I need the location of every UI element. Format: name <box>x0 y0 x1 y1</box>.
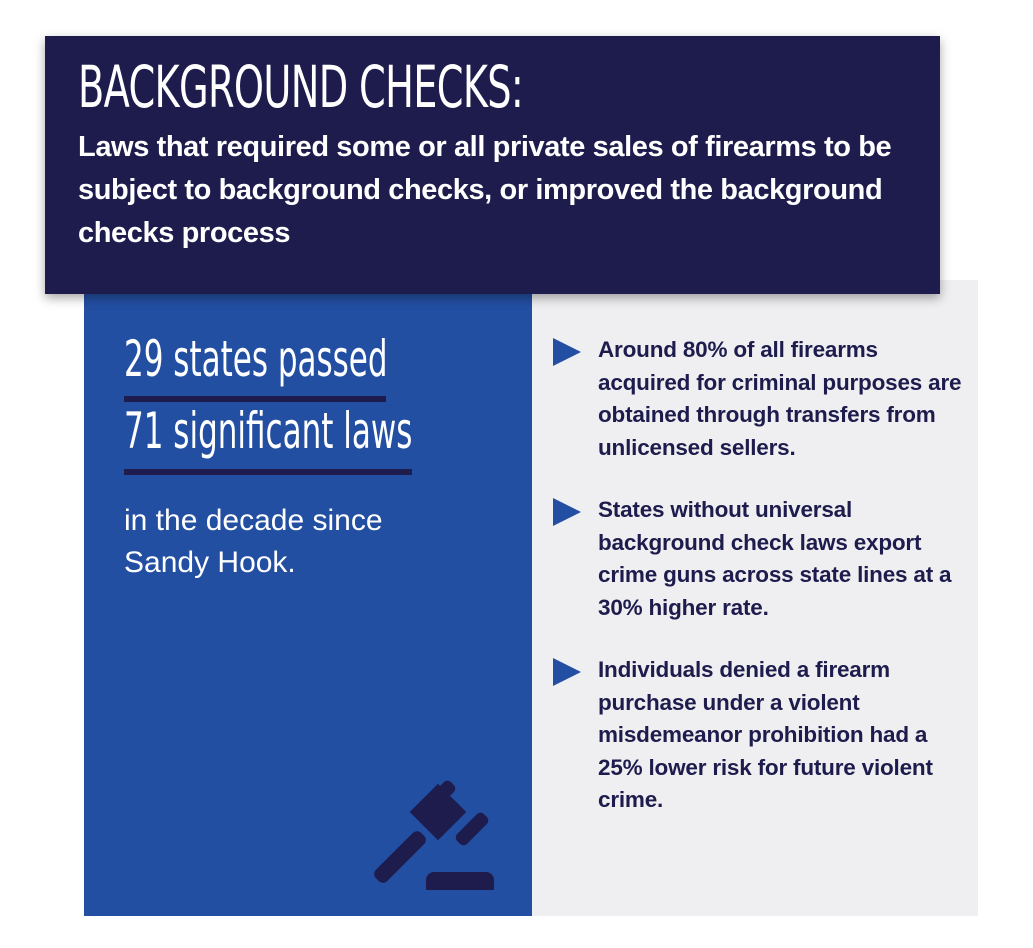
fact-item <box>553 334 973 464</box>
stat-underline-2 <box>124 469 412 475</box>
fact-highlight: 30% higher rate <box>598 594 763 620</box>
fact-highlight: Around 80% <box>598 337 728 362</box>
facts-list <box>553 334 973 847</box>
stat-line-2: 71 significant laws <box>124 402 413 460</box>
fact-text: of all firearms acquired for criminal purposes are obtained through transfers from unlicensed sellers. <box>598 337 962 460</box>
fact-highlight: 25% lower <box>598 754 707 780</box>
stat-headline <box>124 330 589 478</box>
triangle-bullet-icon <box>553 658 581 686</box>
triangle-bullet-icon <box>553 498 581 526</box>
gavel-icon <box>372 770 497 895</box>
fact-text: risk for future violent crime. <box>598 754 933 812</box>
stat-line-1: 29 states passed <box>124 330 388 388</box>
fact-item <box>553 494 973 624</box>
fact-text: States without universal background check laws export crime guns across state lines at a <box>598 497 952 587</box>
stat-caption: in the decade since Sandy Hook. <box>124 504 383 579</box>
page-subtitle: Laws that required some or all private sales of firearms to be subject to background checks, or improved the background checks process <box>78 131 892 249</box>
fact-text: . <box>762 594 769 620</box>
fact-text: Individuals denied a firearm purchase under a violent misdemeanor prohibition had a <box>598 657 928 747</box>
header-banner <box>45 36 940 294</box>
triangle-bullet-icon <box>553 338 581 366</box>
stat-underline-1 <box>124 396 386 402</box>
fact-item <box>553 654 973 817</box>
page-title: BACKGROUND CHECKS: <box>78 53 524 121</box>
